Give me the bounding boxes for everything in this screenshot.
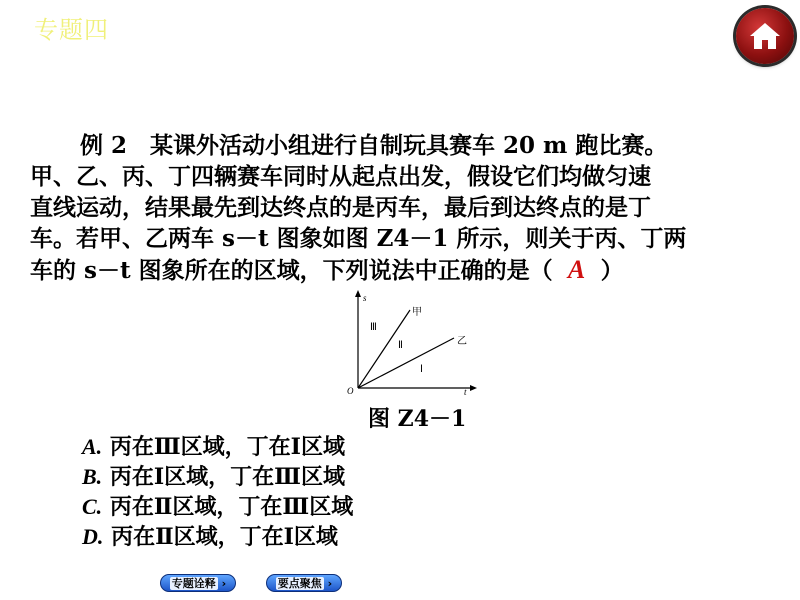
question-line: 车的 s－t 图象所在的区域，下列说法中正确的是（	[30, 257, 553, 284]
figure-caption: 图 Z4－1	[368, 406, 467, 432]
topic-title: 专题四	[34, 16, 109, 44]
origin-label: O	[347, 386, 354, 396]
line-label-jia: 甲	[412, 307, 422, 318]
option-letter: B.	[82, 464, 103, 489]
options-list	[82, 432, 353, 552]
question-text	[30, 130, 770, 286]
x-axis-arrow	[470, 385, 477, 391]
chevron-right-icon: ›	[221, 577, 227, 590]
axis-label-t: t	[464, 387, 467, 396]
line-yi	[358, 338, 454, 388]
region-label-1: Ⅰ	[420, 364, 423, 375]
question-line: 直线运动，结果最先到达终点的是丙车，最后到达终点的是丁	[30, 194, 651, 221]
line-label-yi: 乙	[457, 336, 467, 347]
region-label-3: Ⅲ	[370, 322, 377, 333]
home-icon	[748, 21, 782, 51]
key-points-button[interactable]	[266, 574, 342, 592]
answer-text: A	[567, 255, 586, 284]
y-axis-arrow	[355, 290, 361, 297]
option-letter: D.	[82, 524, 104, 549]
option-text: 丙在Ⅱ区域，丁在Ⅰ区域	[111, 524, 338, 550]
st-graph	[340, 288, 480, 396]
home-button[interactable]	[736, 8, 794, 64]
option-b	[82, 462, 353, 492]
option-c	[82, 492, 353, 522]
chevron-right-icon: ›	[327, 577, 333, 590]
axis-label-s: s	[363, 293, 367, 303]
option-a	[82, 432, 353, 462]
option-letter: A.	[82, 434, 103, 459]
option-d	[82, 522, 353, 552]
option-letter: C.	[82, 494, 103, 519]
option-text: 丙在Ⅰ区域，丁在Ⅲ区域	[109, 464, 345, 490]
region-label-2: Ⅱ	[398, 340, 403, 351]
option-text: 丙在Ⅲ区域，丁在Ⅰ区域	[109, 434, 345, 460]
topic-explanation-button[interactable]	[160, 574, 236, 592]
question-line: 甲、乙、丙、丁四辆赛车同时从起点出发，假设它们均做匀速	[30, 163, 651, 190]
option-text: 丙在Ⅱ区域，丁在Ⅲ区域	[109, 494, 354, 520]
question-line: ）	[600, 257, 624, 284]
nav-button-label: 要点聚焦	[277, 577, 322, 590]
question-line: 例 2 某课外活动小组进行自制玩具赛车 20 m 跑比赛。	[80, 132, 668, 159]
question-line: 车。若甲、乙两车 s－t 图象如图 Z4－1 所示，则关于丙、丁两	[30, 225, 687, 252]
nav-button-label: 专题诠释	[171, 577, 216, 590]
